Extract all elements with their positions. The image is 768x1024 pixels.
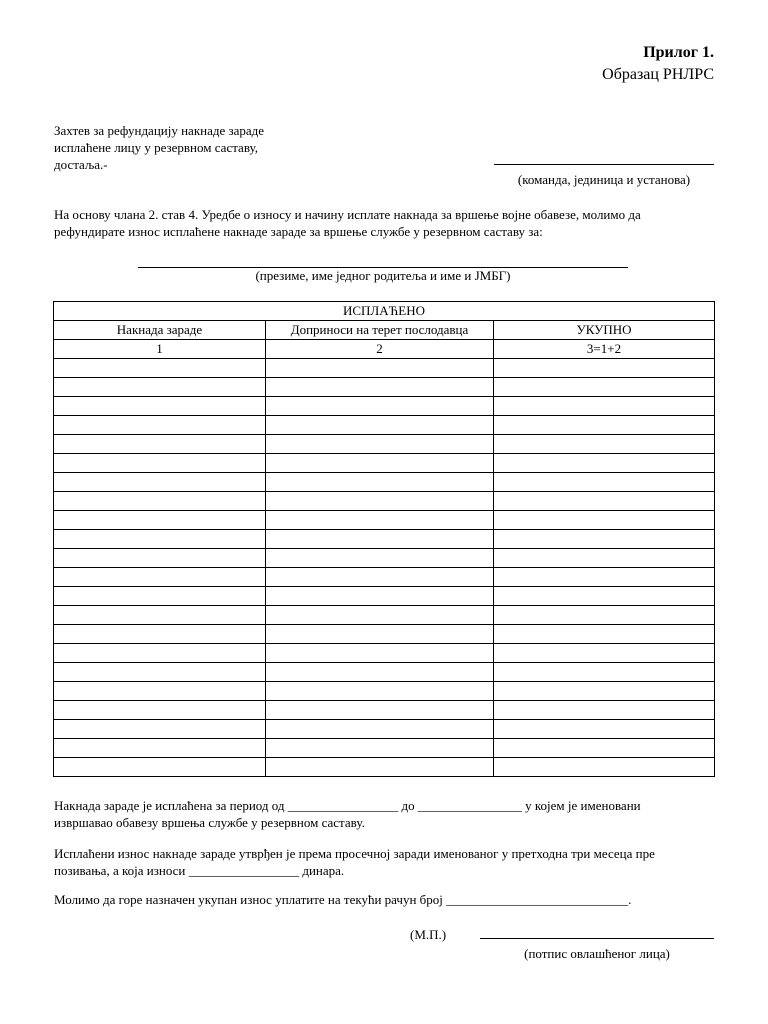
table-cell [54, 701, 266, 720]
table-cell [266, 739, 494, 758]
table-row [54, 549, 715, 568]
stamp-label: (М.П.) [410, 927, 447, 942]
table-row [54, 473, 715, 492]
table-cell [266, 587, 494, 606]
table-row [54, 568, 715, 587]
column-number: 2 [266, 340, 494, 359]
calc-line: Исплаћени износ накнаде зараде утврђен је према просечној заради именованог у претходна три месеца пре [54, 846, 655, 861]
table-row [54, 739, 715, 758]
table-cell [266, 378, 494, 397]
table-cell [266, 701, 494, 720]
request-line: исплаћене лицу у резервном саставу, [54, 140, 258, 155]
table-cell [54, 435, 266, 454]
table-cell [494, 663, 715, 682]
table-cell [494, 758, 715, 777]
table-cell [54, 378, 266, 397]
table-row [54, 625, 715, 644]
request-line: достаља.- [54, 157, 108, 172]
table-cell [266, 473, 494, 492]
table-cell [494, 625, 715, 644]
table-row [54, 359, 715, 378]
table-row [54, 701, 715, 720]
signature-line [480, 928, 714, 939]
person-caption: (презиме, име једног родитеља и име и ЈМБГ) [255, 268, 511, 283]
table-cell [266, 568, 494, 587]
period-paragraph [54, 797, 641, 831]
table-cell [54, 549, 266, 568]
table-cell [266, 397, 494, 416]
table-row [54, 758, 715, 777]
table-cell [266, 416, 494, 435]
table-cell [54, 739, 266, 758]
table-cell [494, 644, 715, 663]
person-name-line [138, 258, 628, 268]
basis-line: На основу члана 2. став 4. Уредбе о износу и начину исплате накнада за вршење војне обавезе, молимо да [54, 207, 641, 222]
table-row [54, 587, 715, 606]
table-row [54, 454, 715, 473]
column-header: Накнада зараде [54, 321, 266, 340]
table-cell [494, 397, 715, 416]
table-row [54, 511, 715, 530]
table-cell [54, 606, 266, 625]
table-cell [54, 568, 266, 587]
table-cell [494, 530, 715, 549]
table-title: ИСПЛАЋЕНО [54, 302, 715, 321]
table-cell [54, 492, 266, 511]
command-caption: (команда, јединица и установа) [517, 172, 691, 187]
table-cell [494, 473, 715, 492]
request-heading [54, 122, 264, 173]
table-cell [494, 511, 715, 530]
table-cell [494, 549, 715, 568]
table-row [54, 416, 715, 435]
table-cell [266, 549, 494, 568]
table-header-row [54, 321, 715, 340]
column-number: 1 [54, 340, 266, 359]
table-title-row [54, 302, 715, 321]
calculation-paragraph [54, 845, 655, 879]
table-cell [494, 739, 715, 758]
period-line: Накнада зараде је исплаћена за период од _________________ до ________________ у којем је именовани [54, 798, 641, 813]
payment-table [53, 301, 715, 777]
table-cell [494, 454, 715, 473]
table-cell [266, 511, 494, 530]
table-row [54, 606, 715, 625]
account-paragraph: Молимо да горе назначен укупан износ уплатите на текући рачун број ____________________________. [54, 892, 632, 907]
legal-basis-paragraph [54, 206, 734, 240]
table-row [54, 720, 715, 739]
table-cell [266, 492, 494, 511]
table-cell [494, 568, 715, 587]
table-cell [54, 663, 266, 682]
table-cell [266, 530, 494, 549]
form-code: Образац РНЛРС [602, 66, 714, 83]
table-cell [54, 720, 266, 739]
table-cell [494, 359, 715, 378]
calc-line: позивања, а која износи _________________ динара. [54, 863, 345, 878]
period-line: извршавао обавезу вршења службе у резервном саставу. [54, 815, 365, 830]
table-cell [494, 492, 715, 511]
table-cell [54, 682, 266, 701]
basis-line: рефундирате износ исплаћене накнаде зараде за вршење службе у резервном саставу за: [54, 224, 543, 239]
table-row [54, 435, 715, 454]
table-cell [54, 397, 266, 416]
table-cell [494, 701, 715, 720]
table-cell [494, 378, 715, 397]
attachment-title: Прилог 1. [643, 44, 714, 61]
command-signature-line [494, 156, 714, 165]
table-cell [54, 511, 266, 530]
table-row [54, 530, 715, 549]
table-cell [266, 625, 494, 644]
table-cell [266, 644, 494, 663]
table-cell [494, 435, 715, 454]
table-row [54, 397, 715, 416]
table-row [54, 378, 715, 397]
column-header: Доприноси на терет послодавца [266, 321, 494, 340]
table-cell [54, 416, 266, 435]
table-row [54, 492, 715, 511]
table-number-row [54, 340, 715, 359]
table-cell [266, 758, 494, 777]
table-cell [494, 606, 715, 625]
table-cell [266, 720, 494, 739]
table-cell [266, 435, 494, 454]
table-cell [54, 644, 266, 663]
signature-caption: (потпис овлашћеног лица) [524, 946, 670, 961]
request-line: Захтев за рефундацију накнаде зараде [54, 123, 265, 138]
table-cell [54, 359, 266, 378]
table-cell [54, 587, 266, 606]
table-row [54, 644, 715, 663]
table-cell [266, 682, 494, 701]
table-row [54, 663, 715, 682]
table-row [54, 682, 715, 701]
table-cell [266, 359, 494, 378]
table-cell [494, 682, 715, 701]
column-header: УКУПНО [494, 321, 715, 340]
table-cell [494, 587, 715, 606]
table-cell [494, 416, 715, 435]
table-cell [54, 454, 266, 473]
table-cell [266, 663, 494, 682]
table-cell [54, 473, 266, 492]
table-cell [54, 625, 266, 644]
column-number: 3=1+2 [494, 340, 715, 359]
table-cell [266, 454, 494, 473]
table-cell [54, 530, 266, 549]
table-cell [266, 606, 494, 625]
table-cell [54, 758, 266, 777]
table-cell [494, 720, 715, 739]
